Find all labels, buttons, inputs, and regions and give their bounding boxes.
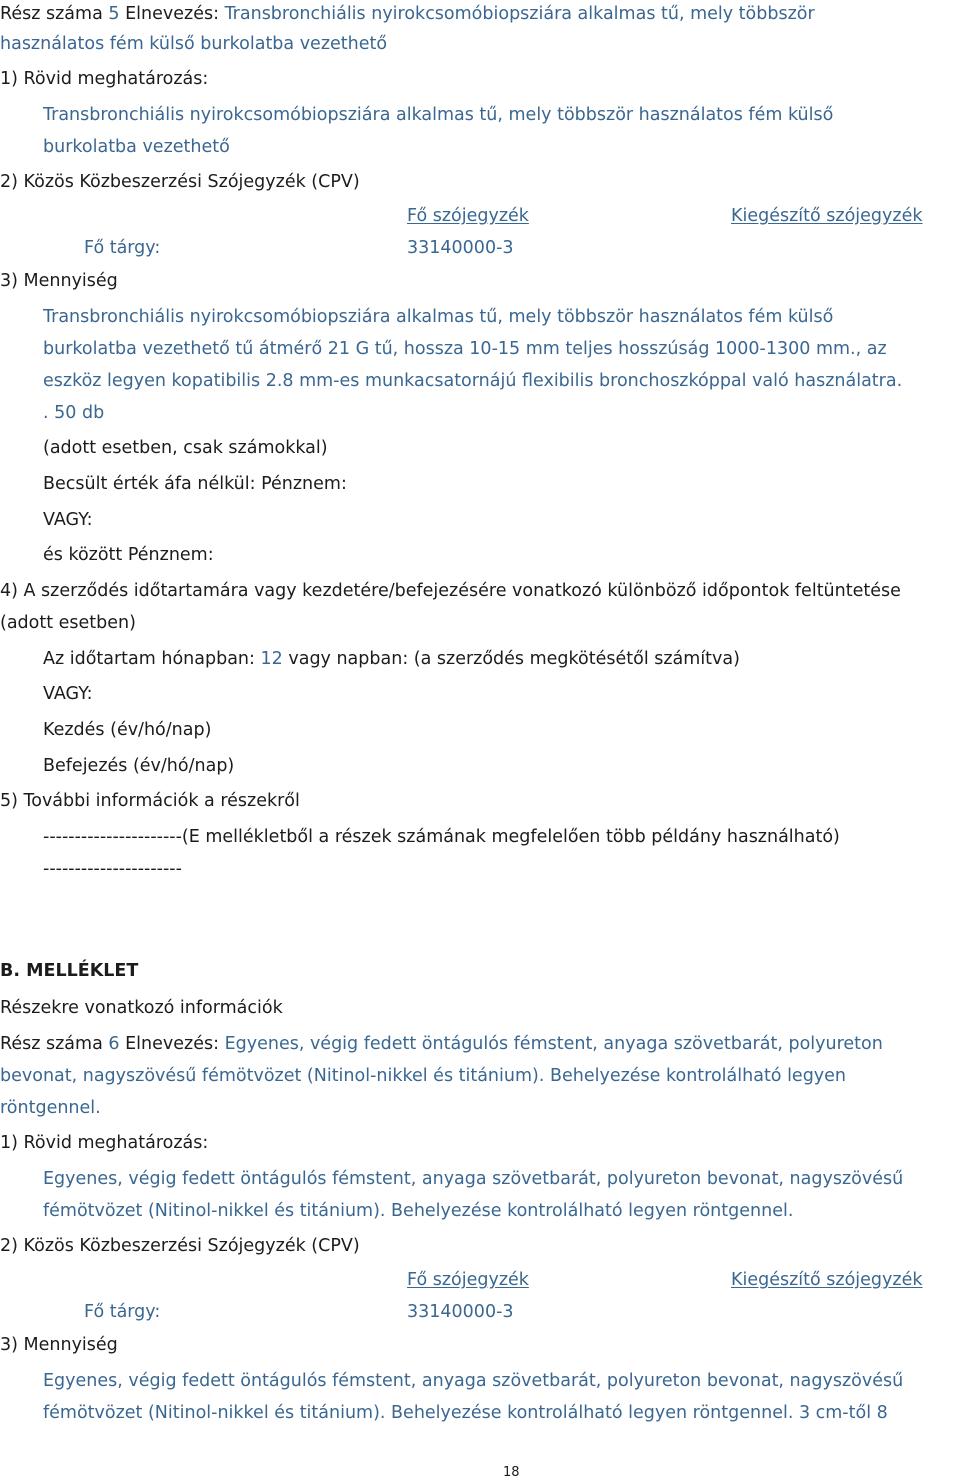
short-desc-label: 1) Rövid meghatározás:	[0, 69, 209, 89]
quantity-text: Transbronchiális nyirokcsomóbiopsziára alkalmas tű, mely többször használatos fém külső	[43, 307, 834, 327]
part5-heading	[0, 3, 815, 25]
copy-note: ----------------------(E mellékletből a részek számának megfelelően több példány használható)	[43, 827, 840, 847]
start-date-label: Kezdés (év/hó/nap)	[43, 720, 212, 740]
cpv-code: 33140000-3	[407, 238, 514, 258]
cpv-label: 2) Közös Közbeszerzési Szójegyzék (CPV)	[0, 1236, 360, 1256]
part-number: 6	[108, 1034, 120, 1054]
estimated-value: Becsült érték áfa nélkül: Pénznem:	[43, 474, 347, 494]
part-name: Transbronchiális nyirokcsomóbiopsziára alkalmas tű, mely többször	[224, 4, 815, 24]
main-vocab-header: Fő szójegyzék	[407, 206, 529, 226]
short-desc-text: Transbronchiális nyirokcsomóbiopsziára alkalmas tű, mely többször használatos fém külső	[43, 105, 834, 125]
quantity-text: eszköz legyen kopatibilis 2.8 mm-es munkacsatornájú flexibilis bronchoszkóppal való használatra.	[43, 371, 903, 391]
part5-name-cont: használatos fém külső burkolatba vezethető	[0, 34, 388, 54]
short-desc-text: fémötvözet (Nitinol-nikkel és titánium). Behelyezése kontrolálható legyen röntgennel.	[43, 1201, 794, 1221]
or-label: VAGY:	[43, 510, 93, 530]
annex-title: B. MELLÉKLET	[0, 961, 139, 981]
quantity-text: Egyenes, végig fedett öntágulós fémstent, anyaga szövetbarát, polyureton bevonat, nagyszövésű	[43, 1371, 904, 1391]
short-desc-label: 1) Rövid meghatározás:	[0, 1133, 209, 1153]
supp-vocab-header: Kiegészítő szójegyzék	[731, 206, 923, 226]
annex-subtitle: Részekre vonatkozó információk	[0, 998, 283, 1018]
dash-line: ----------------------	[43, 859, 182, 879]
part6-name-cont: bevonat, nagyszövésű fémötvözet (Nitinol-nikkel és titánium). Behelyezése kontrolálható legyen	[0, 1066, 847, 1086]
part-label: Rész száma	[0, 4, 103, 24]
part6-heading	[0, 1033, 883, 1055]
duration-value: 12	[260, 649, 283, 669]
part-name: Egyenes, végig fedett öntágulós fémstent, anyaga szövetbarát, polyureton	[224, 1034, 883, 1054]
short-desc-text: Egyenes, végig fedett öntágulós fémstent, anyaga szövetbarát, polyureton bevonat, nagyszövésű	[43, 1169, 904, 1189]
quantity-label: 3) Mennyiség	[0, 1335, 118, 1355]
quantity-text: burkolatba vezethető tű átmérő 21 G tű, hossza 10-15 mm teljes hosszúság 1000-1300 mm., az	[43, 339, 887, 359]
part-number: 5	[108, 4, 120, 24]
name-label: Elnevezés:	[125, 1034, 219, 1054]
page-number: 18	[503, 1465, 520, 1480]
part6-name-cont: röntgennel.	[0, 1098, 101, 1118]
quantity-text: fémötvözet (Nitinol-nikkel és titánium). Behelyezése kontrolálható legyen röntgennel. 3 cm-től 8	[43, 1403, 888, 1423]
cpv-label: 2) Közös Közbeszerzési Szójegyzék (CPV)	[0, 172, 360, 192]
name-label: Elnevezés:	[125, 4, 219, 24]
or-label: VAGY:	[43, 684, 93, 704]
main-object-label: Fő tárgy:	[84, 1302, 161, 1322]
cpv-code: 33140000-3	[407, 1302, 514, 1322]
main-vocab-header: Fő szójegyzék	[407, 1270, 529, 1290]
main-object-label: Fő tárgy:	[84, 238, 161, 258]
duration-label: (adott esetben)	[0, 613, 136, 633]
short-desc-text: burkolatba vezethető	[43, 137, 230, 157]
supp-vocab-header: Kiegészítő szójegyzék	[731, 1270, 923, 1290]
quantity-label: 3) Mennyiség	[0, 271, 118, 291]
duration-row	[43, 648, 740, 670]
part-label: Rész száma	[0, 1034, 103, 1054]
duration-suffix: vagy napban: (a szerződés megkötésétől számítva)	[288, 649, 740, 669]
duration-label: 4) A szerződés időtartamára vagy kezdetére/befejezésére vonatkozó különböző időpontok feltüntetése	[0, 581, 901, 601]
end-date-label: Befejezés (év/hó/nap)	[43, 756, 235, 776]
duration-prefix: Az időtartam hónapban:	[43, 649, 255, 669]
more-info-label: 5) További információk a részekről	[0, 791, 300, 811]
between-label: és között Pénznem:	[43, 545, 214, 565]
numbers-only-note: (adott esetben, csak számokkal)	[43, 438, 328, 458]
quantity-text: . 50 db	[43, 403, 105, 423]
